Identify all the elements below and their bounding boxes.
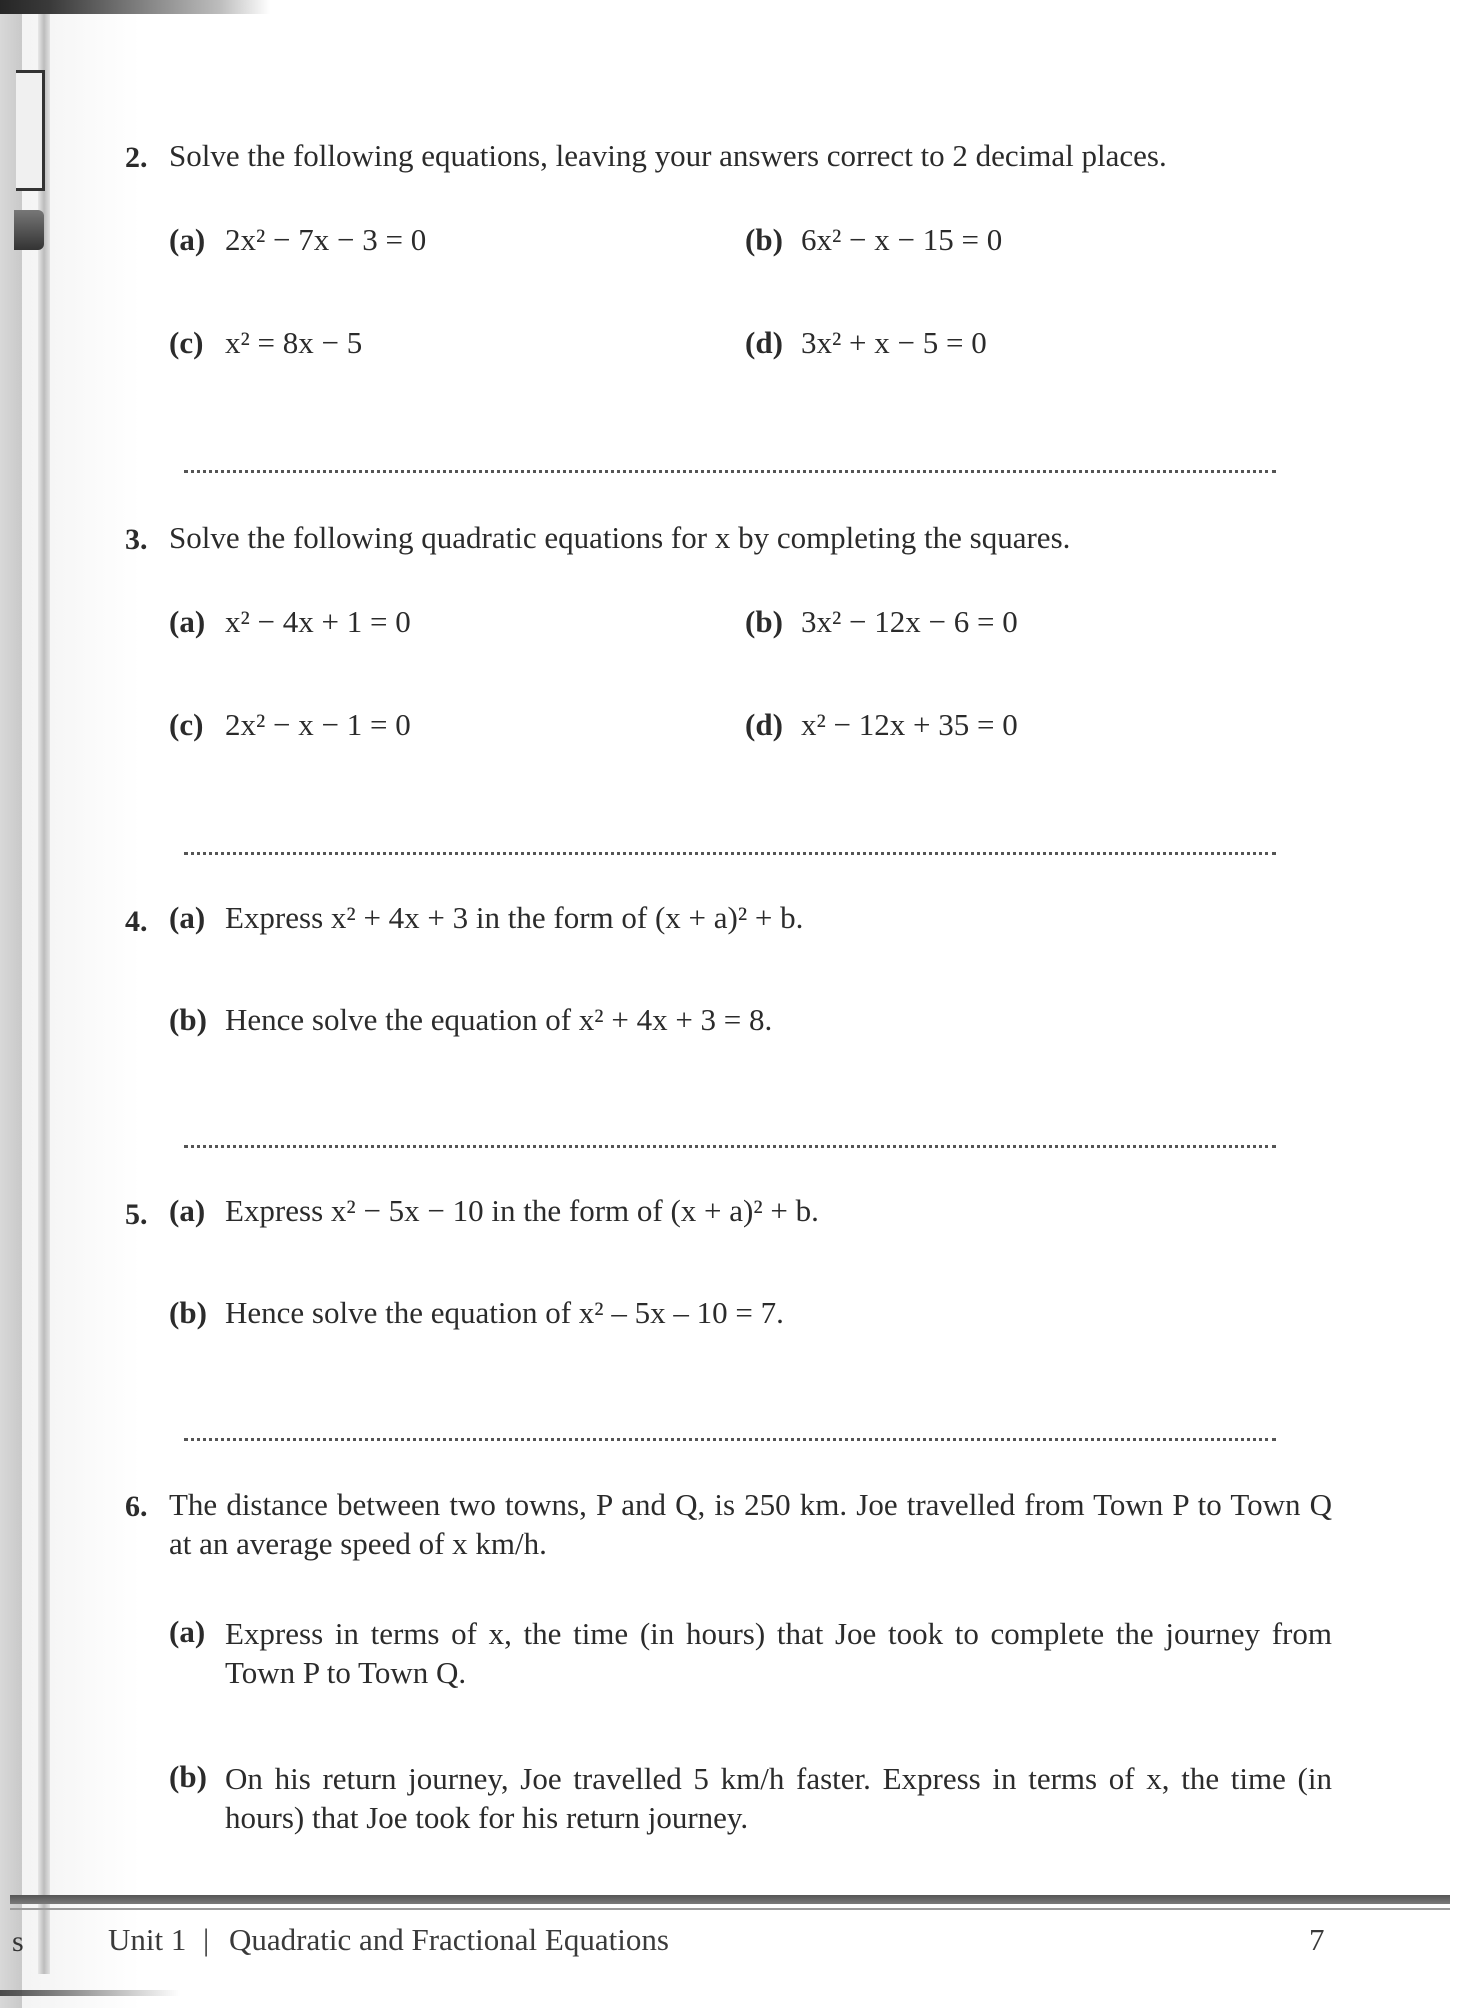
part-label: (a) (169, 604, 206, 639)
page-number: 7 (1309, 1922, 1325, 1957)
question-3-number: 3. (125, 523, 148, 556)
question-6-text: The distance between two towns, P and Q, is 250 km. Joe travelled from Town P to Town Q at an average speed of x km/h. (169, 1487, 1332, 1561)
answer-divider-dotted (184, 852, 1276, 855)
question-2-part-b (745, 222, 1002, 258)
footer-rule-thick (10, 1895, 1450, 1904)
question-5-part-a (169, 1193, 819, 1229)
question-4-part-a (169, 900, 803, 936)
question-2-part-a (169, 222, 426, 258)
part-label: (d) (745, 707, 783, 742)
part-label: (a) (169, 1614, 206, 1649)
part-label: (b) (169, 1759, 207, 1794)
page-tab-marker (16, 70, 45, 191)
question-5-number: 5. (125, 1198, 148, 1231)
equation: 3x² + x − 5 = 0 (801, 325, 987, 360)
equation: 2x² − x − 1 = 0 (225, 707, 411, 742)
question-3-part-d (745, 707, 1018, 743)
part-text: Hence solve the equation of x² – 5x – 10 = 7. (225, 1295, 784, 1330)
question-4-part-b (169, 1002, 772, 1038)
answer-divider-dotted (184, 470, 1276, 473)
question-3-text: Solve the following quadratic equations for x by completing the squares. (169, 520, 1071, 555)
part-text: Express in terms of x, the time (in hours) that Joe took to complete the journey from Town P to Town Q. (225, 1616, 1332, 1690)
question-2-text: Solve the following equations, leaving your answers correct to 2 decimal places. (169, 138, 1167, 173)
question-6-number: 6. (125, 1490, 148, 1523)
footer-rule-thin (10, 1908, 1450, 1910)
part-label: (b) (169, 1295, 207, 1330)
footer-chapter-title: Quadratic and Fractional Equations (229, 1922, 669, 1957)
equation: x² = 8x − 5 (225, 325, 363, 360)
question-2-part-d (745, 325, 987, 361)
binding-shadow (0, 0, 22, 2008)
part-text: Hence solve the equation of x² + 4x + 3 = 8. (225, 1002, 773, 1037)
question-3-part-b (745, 604, 1018, 640)
part-label: (b) (745, 222, 783, 257)
part-text: On his return journey, Joe travelled 5 km/h faster. Express in terms of x, the time (in hours) that Joe took for his return journey. (225, 1761, 1332, 1835)
footer-separator: | (203, 1922, 210, 1957)
binding-spine (38, 14, 50, 1974)
equation: 2x² − 7x − 3 = 0 (225, 222, 427, 257)
equation: 3x² − 12x − 6 = 0 (801, 604, 1018, 639)
question-2-number: 2. (125, 141, 148, 174)
part-label: (c) (169, 707, 204, 742)
question-3-part-a (169, 604, 411, 640)
question-5-part-b (169, 1295, 784, 1331)
part-label: (c) (169, 325, 204, 360)
part-label: (b) (745, 604, 783, 639)
margin-letter: s (12, 1925, 24, 1958)
equation: x² − 12x + 35 = 0 (801, 707, 1018, 742)
part-text: Express x² − 5x − 10 in the form of (x + a)² + b. (225, 1193, 819, 1228)
question-3-part-c (169, 707, 411, 743)
equation: x² − 4x + 1 = 0 (225, 604, 411, 639)
part-label: (a) (169, 222, 206, 257)
question-4-number: 4. (125, 905, 148, 938)
answer-divider-dotted (184, 1145, 1276, 1148)
binding-bottom-edge (0, 1990, 180, 1996)
answer-divider-dotted (184, 1438, 1276, 1441)
part-label: (d) (745, 325, 783, 360)
part-label: (a) (169, 1193, 206, 1228)
page-tab-marker-dark (14, 210, 44, 250)
footer-unit: Unit 1 (108, 1922, 187, 1957)
part-label: (a) (169, 900, 206, 935)
equation: 6x² − x − 15 = 0 (801, 222, 1003, 257)
part-label: (b) (169, 1002, 207, 1037)
question-2-part-c (169, 325, 362, 361)
part-text: Express x² + 4x + 3 in the form of (x + a)² + b. (225, 900, 804, 935)
binding-top-edge (0, 0, 270, 14)
